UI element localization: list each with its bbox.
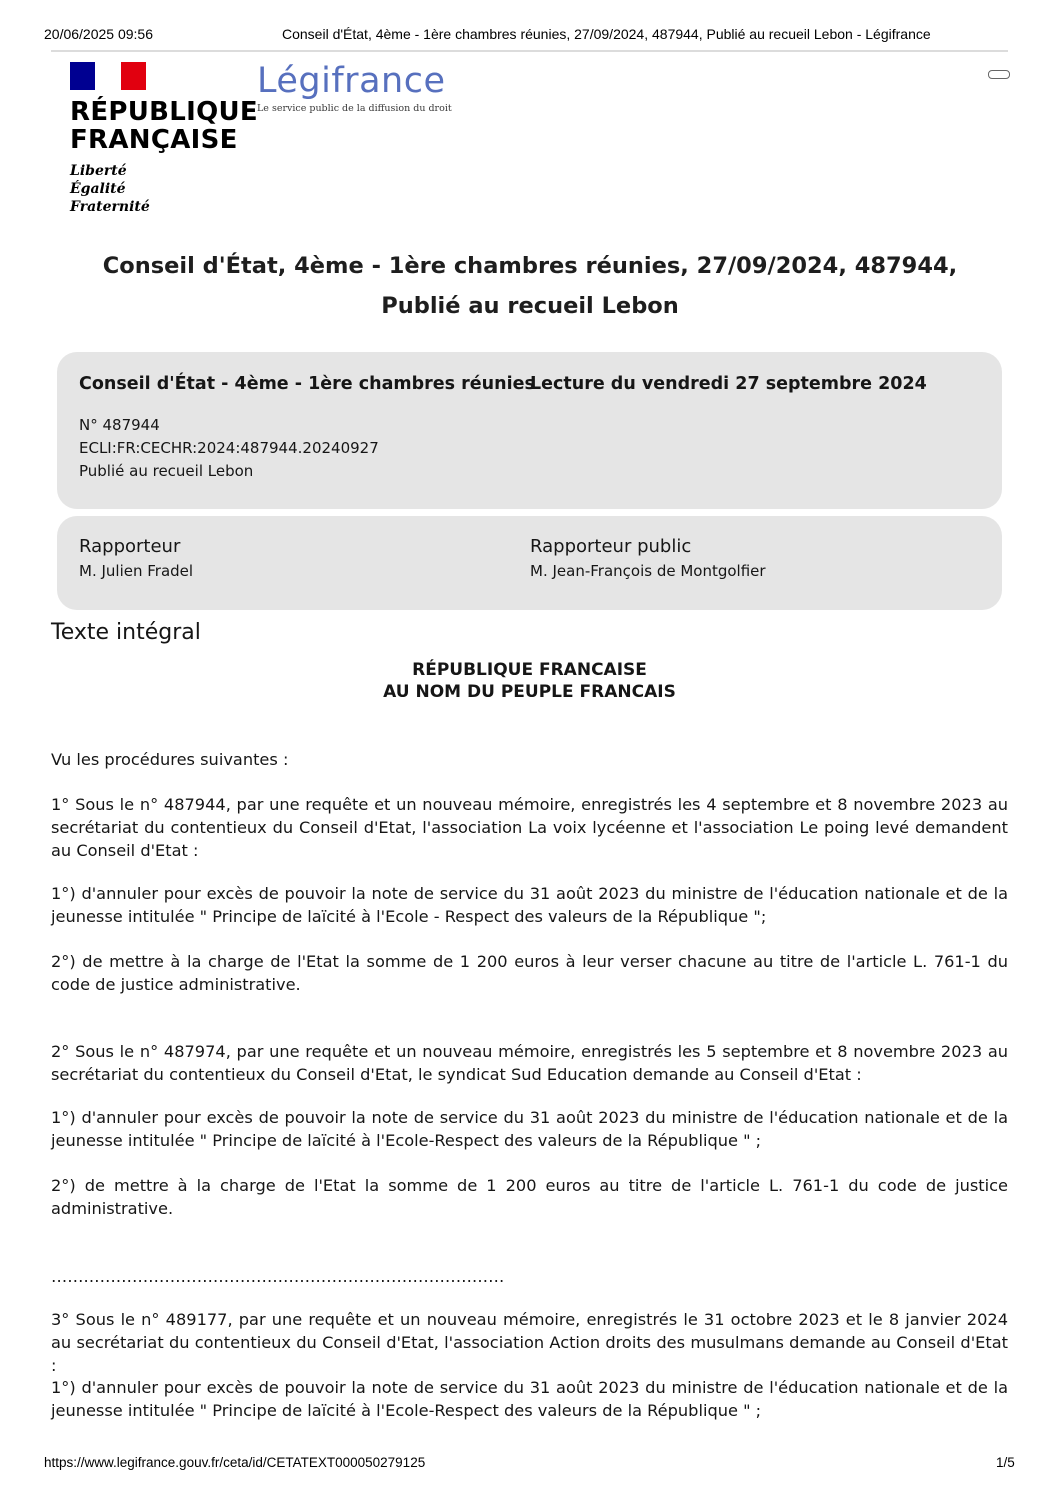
paragraph: 1°) d'annuler pour excès de pouvoir la note de service du 31 août 2023 du ministre de l'éducation nationale et de la jeunesse intitulée " Principe de laïcité à l'Ecole-Respect des valeurs de la République " ; xyxy=(51,1378,1008,1420)
juridiction: Conseil d'État - 4ème - 1ère chambres réunies xyxy=(79,374,535,394)
decision-info-card xyxy=(57,352,1002,509)
print-footer-url[interactable]: https://www.legifrance.gouv.fr/ceta/id/CETATEXT000050279125 xyxy=(44,1455,426,1470)
paragraph: 2°) de mettre à la charge de l'Etat la somme de 1 200 euros à leur verser chacune au titre de l'article L. 761-1 du code de justice administrative. xyxy=(51,952,1008,994)
republique-heading-line1: RÉPUBLIQUE FRANCAISE xyxy=(412,660,647,680)
print-page-title: Conseil d'État, 4ème - 1ère chambres réunies, 27/09/2024, 487944, Publié au recueil Lebon - Légifrance xyxy=(282,26,931,42)
paragraph: 1°) d'annuler pour excès de pouvoir la note de service du 31 août 2023 du ministre de l'éducation nationale et de la jeunesse intitulée " Principe de laïcité à l'Ecole - Respect des valeurs de la République "; xyxy=(51,884,1008,926)
publication-status: Publié au recueil Lebon xyxy=(79,462,254,480)
header-divider xyxy=(51,50,1008,52)
marianne-flag-icon xyxy=(70,62,146,90)
rapporteur-name: M. Julien Fradel xyxy=(79,562,194,580)
paragraph: 2°) de mettre à la charge de l'Etat la somme de 1 200 euros au titre de l'article L. 761-1 du code de justice administrative. xyxy=(51,1176,1008,1218)
rf-name xyxy=(70,98,260,154)
menu-toggle-button[interactable] xyxy=(988,70,1010,79)
paragraph: 3° Sous le n° 489177, par une requête et un nouveau mémoire, enregistrés le 31 octobre 2023 et le 8 janvier 2024 au secrétariat du contentieux du Conseil d'Etat, l'association Action droits des musulmans demande au Conseil d'Etat : xyxy=(51,1310,1008,1375)
devise-egalite: Égalité xyxy=(70,181,126,197)
rf-devise xyxy=(70,162,260,216)
ellipsis-separator: ………………………………………………………………………… xyxy=(51,1267,505,1286)
republique-heading-line2: AU NOM DU PEUPLE FRANCAIS xyxy=(383,682,676,702)
republique-heading xyxy=(51,659,1008,703)
lecture-date: Lecture du vendredi 27 septembre 2024 xyxy=(530,374,927,394)
rf-name-line1: RÉPUBLIQUE xyxy=(70,97,258,127)
print-datetime: 20/06/2025 09:56 xyxy=(44,26,153,42)
devise-liberte: Liberté xyxy=(70,163,127,179)
rapporteur-label: Rapporteur xyxy=(79,536,181,557)
ecli: ECLI:FR:CECHR:2024:487944.20240927 xyxy=(79,439,379,457)
rapporteur-public-name: M. Jean-François de Montgolfier xyxy=(530,562,766,580)
legifrance-tagline: Le service public de la diffusion du droit xyxy=(257,103,452,114)
paragraph: Vu les procédures suivantes : xyxy=(51,750,289,769)
print-footer-page: 1/5 xyxy=(996,1455,1015,1470)
legifrance-logo[interactable] xyxy=(257,60,452,114)
republique-francaise-logo[interactable] xyxy=(70,62,260,216)
devise-fraternite: Fraternité xyxy=(70,199,150,215)
paragraph: 2° Sous le n° 487974, par une requête et un nouveau mémoire, enregistrés les 5 septembre et 8 novembre 2023 au secrétariat du contentieux du Conseil d'Etat, le syndicat Sud Education demande au Conseil d'Etat : xyxy=(51,1042,1008,1084)
decision-number: N° 487944 xyxy=(79,416,160,434)
texte-integral-heading: Texte intégral xyxy=(51,620,201,645)
paragraph: 1°) d'annuler pour excès de pouvoir la note de service du 31 août 2023 du ministre de l'éducation nationale et de la jeunesse intitulée " Principe de laïcité à l'Ecole-Respect des valeurs de la République " ; xyxy=(51,1108,1008,1150)
paragraph: 1° Sous le n° 487944, par une requête et un nouveau mémoire, enregistrés les 4 septembre et 8 novembre 2023 au secrétariat du contentieux du Conseil d'Etat, l'association La voix lycéenne et l'association Le poing levé demandent au Conseil d'Etat : xyxy=(51,795,1008,860)
page-title: Conseil d'État, 4ème - 1ère chambres réunies, 27/09/2024, 487944, Publié au recueil Lebon xyxy=(102,253,958,319)
rapporteurs-card xyxy=(57,516,1002,610)
rapporteur-public-label: Rapporteur public xyxy=(530,536,692,557)
legifrance-name: Légifrance xyxy=(257,61,446,101)
decision-meta xyxy=(79,414,379,483)
rf-name-line2: FRANÇAISE xyxy=(70,125,238,155)
